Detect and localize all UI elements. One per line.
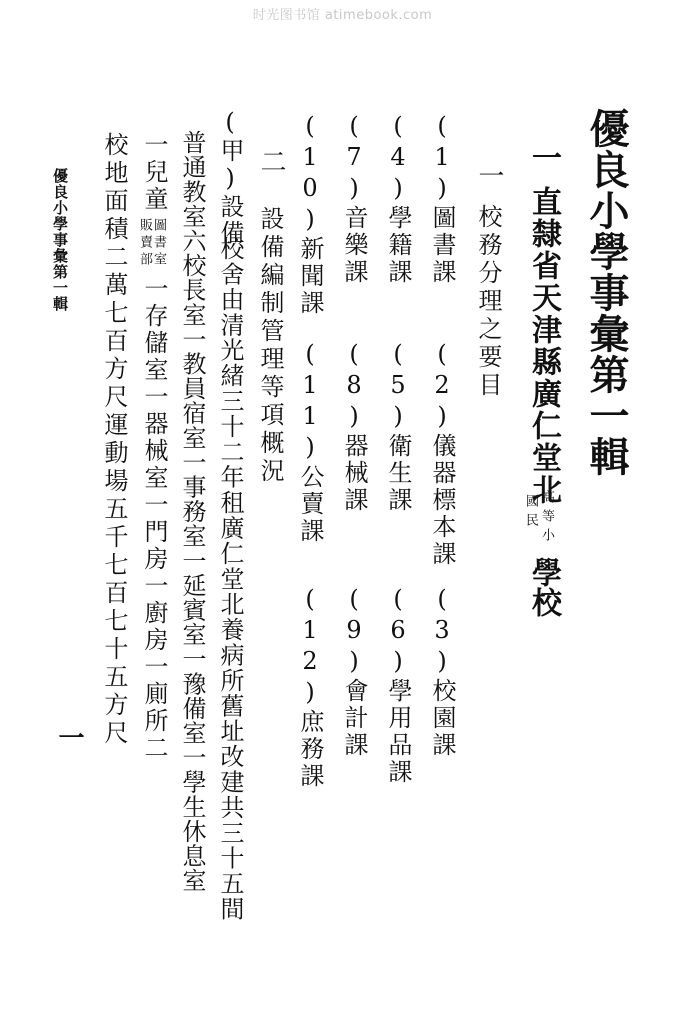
school-type-note-right: 高等小: [539, 490, 554, 547]
dept-4: (4)學籍課: [384, 112, 412, 286]
dept-5: (5)衛生課: [384, 340, 412, 514]
body-line-3b: 一存儲室一器械室一門房一廚房一廁所二: [140, 276, 168, 762]
dept-2: (2)儀器標本課: [428, 340, 456, 568]
running-head: 優良小學事彙第一輯: [51, 168, 69, 312]
school-type-note-left: 國民: [523, 494, 538, 532]
page-title: 優良小學事彙第一輯: [583, 108, 630, 477]
dept-3: (3)校園課: [428, 585, 456, 759]
dept-9: (9)會計課: [340, 585, 368, 759]
body-line-4: 校地面積二萬七百方尺運動場五千七百七十五方尺: [100, 132, 128, 748]
body-line-3-note-left: 販賣部: [137, 218, 152, 269]
dept-8: (8)器械課: [340, 340, 368, 514]
section1-heading: 校務分理之要目: [474, 204, 502, 400]
section2-heading: 設備編制管理等項概況: [256, 206, 284, 486]
section1-number: 一: [474, 162, 504, 191]
dept-12: (12)庶務課: [296, 585, 324, 790]
watermark: 时光图书馆 atimebook.com: [252, 8, 433, 23]
body-line-2: 普通教室六校長室一教員宿室一事務室一延賓室一豫備室一學生休息室: [178, 130, 206, 893]
dept-6: (6)學用品課: [384, 585, 412, 786]
equipment-label: (甲)設備: [216, 108, 244, 246]
dept-10: (10)新聞課: [296, 112, 324, 317]
body-line-3a: 一兒童: [140, 132, 168, 213]
dept-1: (1)圖書課: [428, 112, 456, 286]
page-number: 一: [54, 724, 84, 750]
dept-7: (7)音樂課: [340, 112, 368, 286]
school-suffix: 學校: [526, 557, 561, 617]
body-line-3-note-right: 圖書室: [151, 218, 166, 269]
section2-number: 二: [256, 148, 286, 177]
body-line-1: 校舍由清光緒三十二年租廣仁堂北養病所舊址改建共三十五間: [216, 236, 244, 922]
chapter-number: 一: [526, 142, 561, 172]
school-name: 直隸省天津縣廣仁堂北: [526, 186, 561, 506]
dept-11: (11)公賣課: [296, 340, 324, 545]
